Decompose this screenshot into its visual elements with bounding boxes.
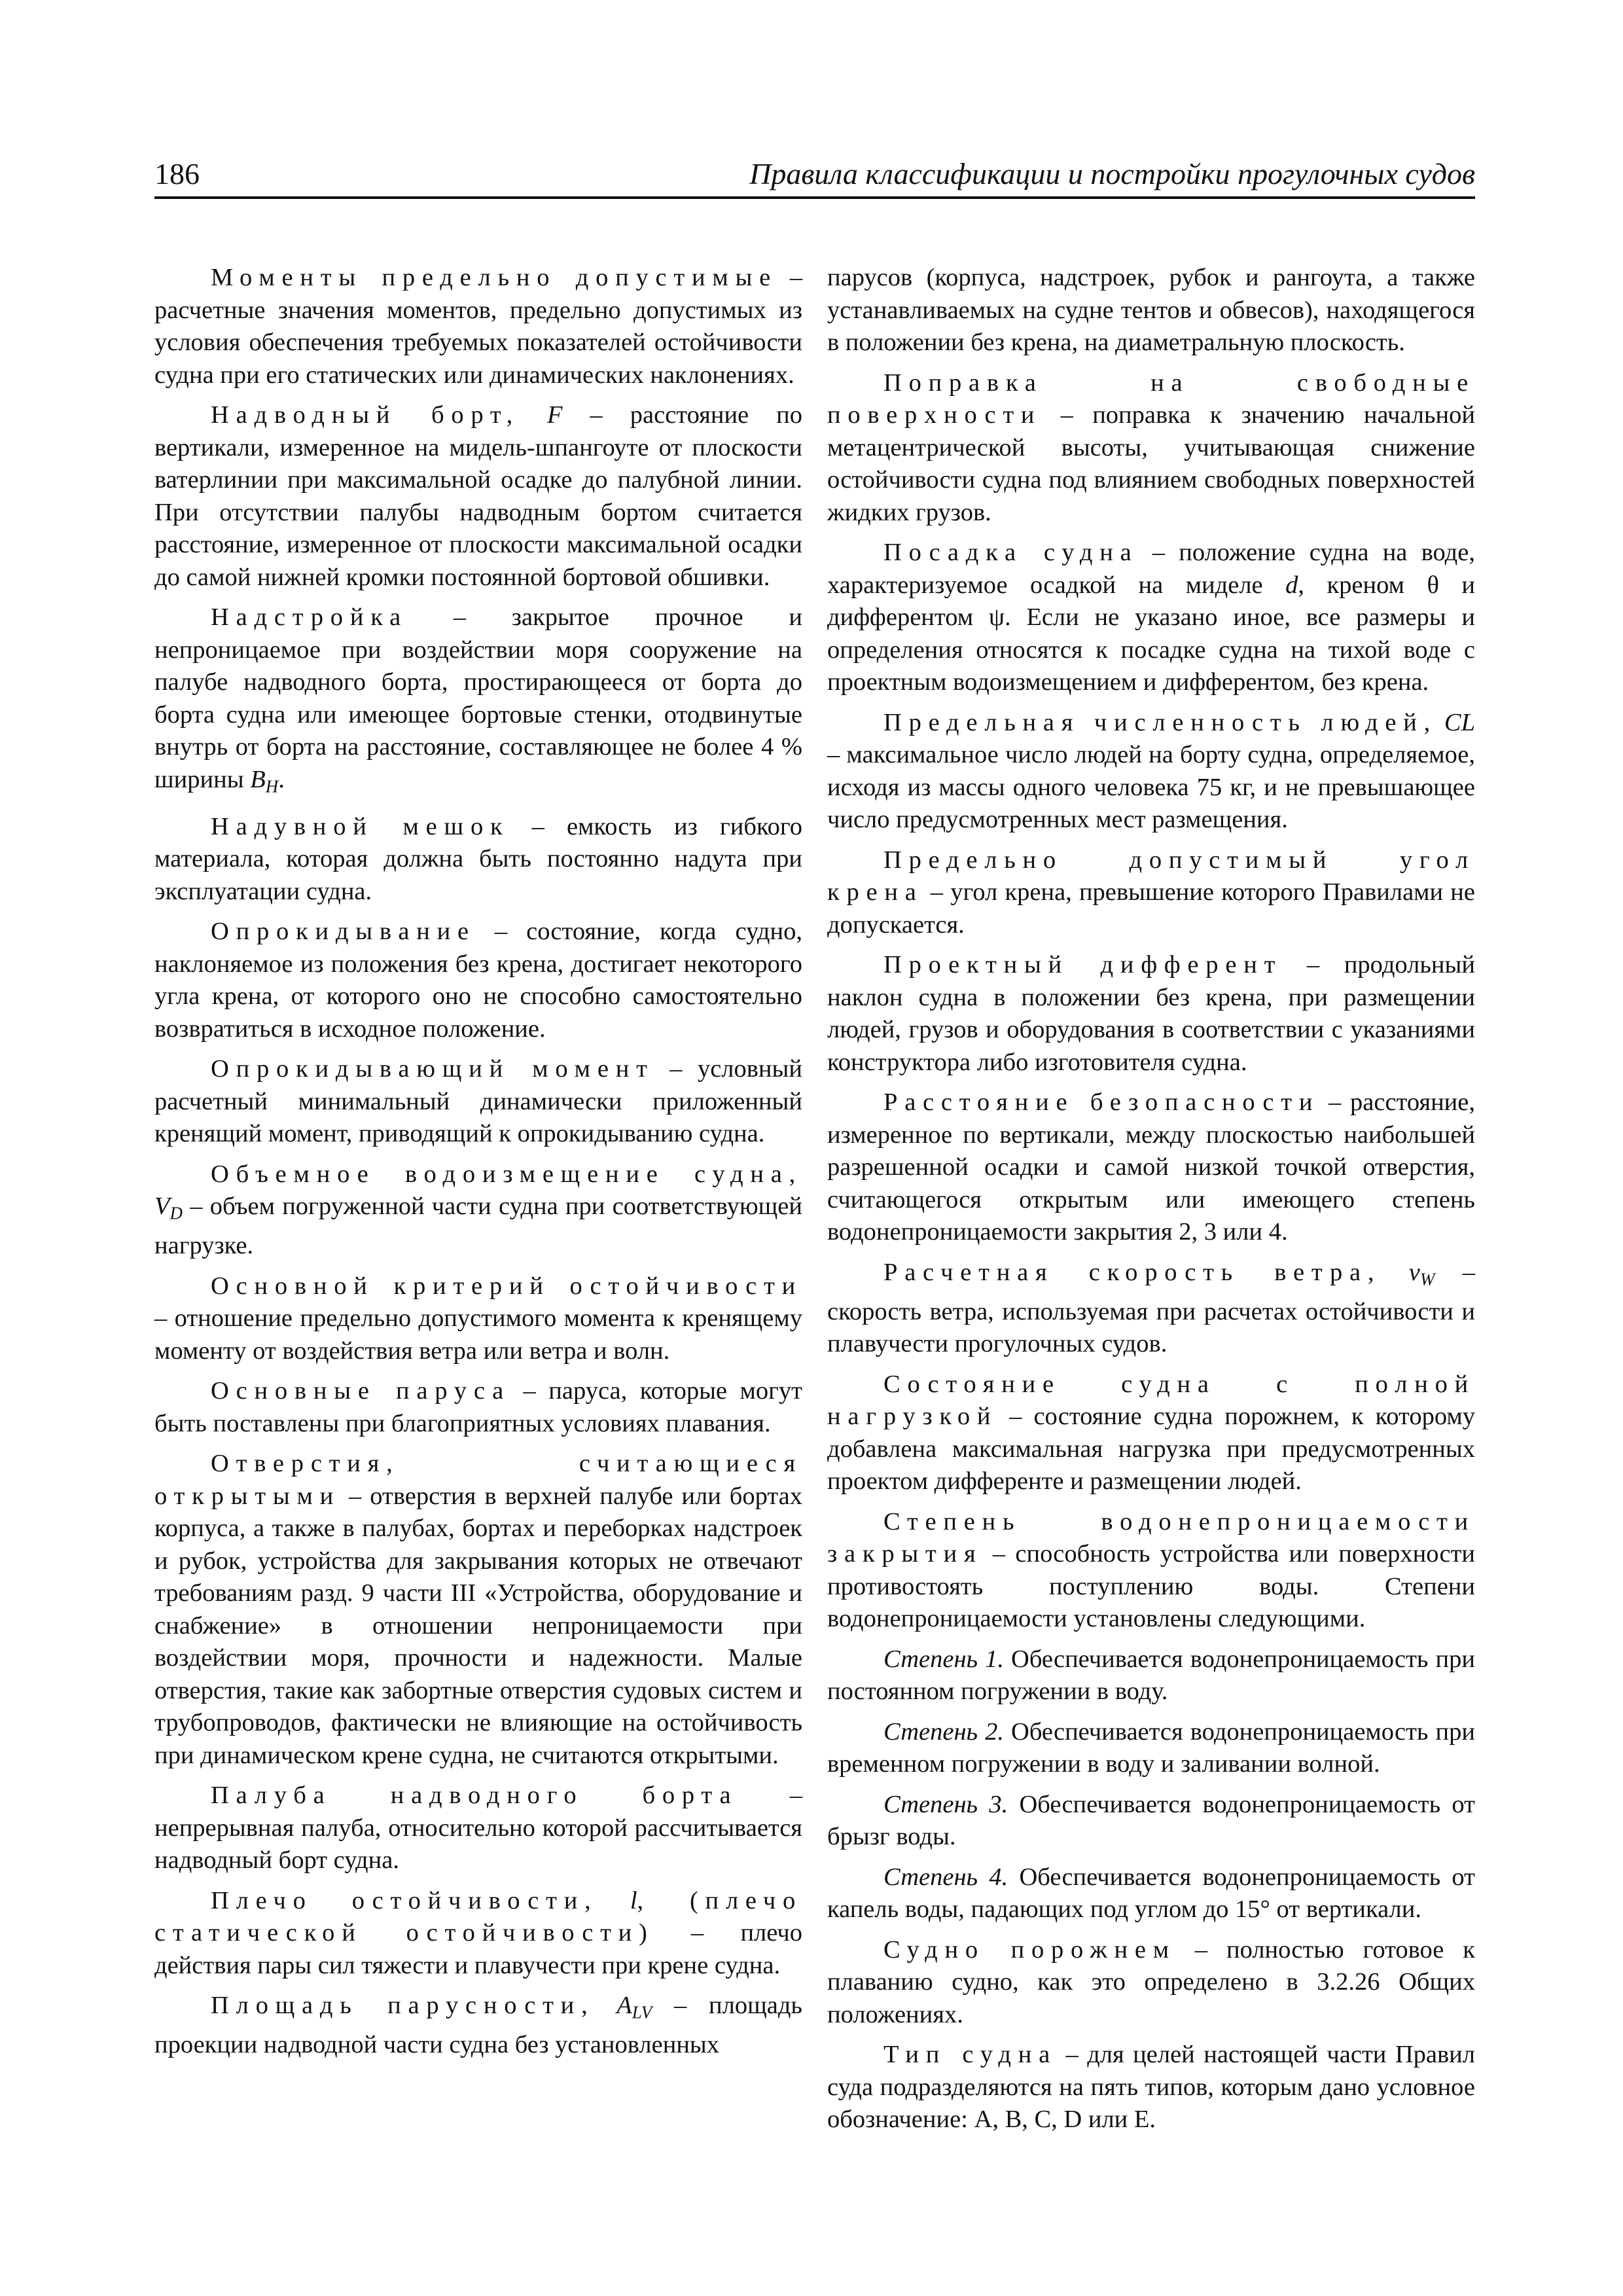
right-column [827,262,1475,2144]
entry-term: Основные паруса [211,1377,511,1405]
entry-term: Надувной мешок [211,812,510,840]
degree-entry [827,1789,1475,1854]
entry-symbol: CL [1444,708,1475,736]
definition-entry [154,811,802,908]
degree-definition: Обеспечивается водонепроницаемость при временном погружении в воду и заливании волной. [827,1717,1475,1778]
entry-definition: – непрерывная палуба, относительно которой рассчитывается надводный борт судна. [154,1782,802,1874]
entry-definition: – поправка к значению начальной метацентрической высоты, учитывающая снижение остойчивости судна под влиянием свободных поверхностей жидких грузов. [827,401,1475,526]
entry-symbol: d [1285,571,1298,599]
definition-entry [827,1257,1475,1361]
entry-term: Судно порожнем [883,1935,1176,1964]
entry-definition: – способность устройства или поверхности противостоять поступлению воды. Степени водонепроницаемости установлены следующими. [827,1540,1475,1633]
entry-definition-end: . [278,765,285,793]
entry-definition: – закрытое прочное и непроницаемое при воздействии моря сооружение на палубе надводного борта, простирающееся от борта до борта судна или имеющее бортовые стенки, отодвинутые внутрь от борта на расстояние, составляющее не более 4 % ширины [154,603,802,793]
entry-definition: – условный расчетный минимальный динамически приложенный кренящий момент, приводящий к опрокидыванию судна. [154,1055,802,1148]
entry-definition: – скорость ветра, используемая при расчетах остойчивости и плавучести прогулочных судов. [827,1258,1476,1358]
entry-term: Предельная численность людей, [883,708,1438,736]
entry-term: Отверстия, считающиеся открытыми [154,1450,802,1510]
definition-entry [154,399,802,594]
entry-term: Поправка на свободные поверхности [827,368,1475,429]
page-number: 186 [154,157,200,190]
definition-entry [827,367,1475,529]
entry-term: Тип судна [883,2041,1057,2069]
entry-term: Состояние судна с полной нагрузкой [827,1370,1475,1431]
definition-entry [827,707,1475,836]
degree-entry [827,1716,1475,1781]
entry-term: Проектный дифферент [883,951,1283,978]
degree-label: Степень 1. [883,1645,1004,1673]
entry-definition: – паруса, которые могут быть поставлены при благоприятных условиях плавания. [154,1377,803,1437]
entry-symbol: F [547,401,563,429]
definition-entry [827,537,1475,699]
entry-definition: – объем погруженной части судна при соответствующей нагрузке. [154,1193,802,1260]
entry-definition: – емкость из гибкого материала, которая должна быть постоянно надута при эксплуатации судна. [154,812,802,905]
entry-term: Степень водонепроницаемости закрытия [827,1507,1475,1568]
degree-label: Степень 3. [883,1790,1008,1818]
definition-entry [154,1780,802,1877]
entry-term: Основной критерий остойчивости [211,1272,802,1300]
entry-term: Опрокидывающий момент [211,1055,654,1083]
definition-entry [827,1934,1475,2032]
definition-entry [154,1885,802,1982]
page-header [154,156,1475,199]
degree-definition: Обеспечивается водонепроницаемость от капель воды, падающих под углом до 15° от вертикали. [827,1863,1475,1924]
definition-continuation [827,262,1475,359]
entry-term: Плечо остойчивости, [211,1886,598,1914]
entry-definition: – расстояние, измеренное по вертикали, между плоскостью наибольшей разрешенной осадки и самой низкой точкой отверстия, считающегося открытым или имеющего степень водонепроницаемости закрытия 2, 3 или 4. [827,1088,1475,1246]
entry-term: Расчетная скорость ветра, [883,1258,1382,1286]
entry-definition: – для целей настоящей части Правил суда подразделяются на пять типов, которым дано условное обозначение: A, B, C, D или E. [827,2041,1475,2134]
entry-definition: – отверстия в верхней палубе или бортах корпуса, а также в палубах, бортах и переборках надстроек и рубок, устройства для закрывания которых не отвечают требованиям разд. 9 части III «Устройства, оборудование и снабжение» в отношении непроницаемости при воздействии моря, прочности и надежности. Малые отверстия, такие как забортные отверстия судовых систем и трубопроводов, фактически не влияющие на остойчивость при динамическом крене судна, не считаются открытыми. [154,1482,802,1769]
definition-entry [827,2039,1475,2136]
entry-term: Площадь парусности, [211,1992,595,2020]
definition-entry [827,1369,1475,1498]
entry-symbol-subscript: H [265,776,279,797]
entry-symbol: A [616,1992,632,2020]
degree-entry [827,1861,1475,1926]
definition-entry [827,1506,1475,1636]
definition-entry [154,601,802,803]
entry-term: Надводный борт, [211,401,520,429]
definition-entry [154,1448,802,1772]
entry-definition: – состояние, когда судно, наклоняемое из положения без крена, достигает некоторого угла крена, от которого оно не способно самостоятельно возвратиться в исходное положение. [154,918,802,1043]
entry-term: Расстояние безопасности [883,1088,1320,1116]
entry-definition: парусов (корпуса, надстроек, рубок и рангоута, а также устанавливаемых на судне тентов и обвесов), находящегося в положении без крена, на диаметральную плоскость. [827,264,1475,356]
degree-definition: Обеспечивается водонепроницаемость от брызг воды. [827,1790,1475,1851]
entry-symbol: V [154,1193,170,1221]
entry-definition: – максимальное число людей на борту судна, определяемое, исходя из массы одного человека 75 кг, и не превышающее число предусмотренных мест размещения. [827,741,1475,833]
entry-definition: – расстояние по вертикали, измеренное на мидель-шпангоуте от плоскости ватерлинии при максимальной осадке до палубной линии. При отсутствии палубы надводным бортом считается расстояние, измеренное от плоскости максимальной осадки до самой нижней кромки постоянной бортовой обшивки. [154,401,802,591]
entry-term: Опрокидывание [211,918,476,946]
entry-term: Предельно допустимый угол крена [827,846,1475,906]
definition-entry [827,844,1475,942]
entry-term: Объемное водоизмещение судна, [211,1160,802,1188]
entry-term: Посадка судна [883,539,1139,566]
degree-label: Степень 4. [883,1863,1008,1891]
definition-entry [154,1158,802,1263]
entry-term: Палуба надводного борта [211,1782,738,1810]
definition-entry [154,1270,802,1368]
entry-definition: – положение судна на воде, характеризуемое осадкой на миделе [827,539,1475,599]
entry-definition: – полностью готовое к плаванию судно, как это определено в 3.2.26 Общих положениях. [827,1935,1475,2028]
definition-entry [154,1375,802,1440]
entry-definition: – расчетные значения моментов, предельно допустимых из условия обеспечения требуемых показателей остойчивости судна при его статических или динамических наклонениях. [154,264,802,389]
entry-definition: – отношение предельно допустимого момента к кренящему моменту от воздействия ветра или ветра и волн. [154,1304,802,1365]
entry-symbol-subscript: W [1419,1269,1435,1289]
entry-term-continued: , (плечо статической остойчивости) [154,1886,803,1947]
left-column [154,262,802,2070]
degree-entry [827,1643,1475,1708]
running-title: Правила классификации и постройки прогулочных судов [749,157,1475,190]
degree-definition: Обеспечивается водонепроницаемость при постоянном погружении в воду. [827,1645,1475,1706]
definition-entry [827,1086,1475,1249]
entry-definition: – площадь проекции надводной части судна без установленных [154,1992,802,2059]
entry-term: Надстройка [211,603,408,631]
entry-definition: – плечо действия пары сил тяжести и плавучести при крене судна. [154,1919,803,1979]
entry-symbol-subscript: D [169,1203,183,1223]
entry-definition: – продольный наклон судна в положении без крена, при размещении людей, грузов и оборудования в соответствии с указаниями конструктора либо изготовителя судна. [827,951,1475,1076]
definition-entry [154,1990,802,2062]
degree-label: Степень 2. [883,1717,1004,1746]
definition-entry [154,916,802,1045]
definition-entry [154,1053,802,1151]
entry-symbol: v [1408,1258,1420,1286]
entry-definition: – угол крена, превышение которого Правилами не допускается. [827,878,1475,939]
entry-symbol: B [250,765,266,793]
entry-symbol: l [630,1886,637,1914]
definition-entry [827,949,1475,1079]
entry-symbol-subscript: LV [632,2002,652,2022]
entry-definition-end: , креном θ и дифферентом ψ. Если не указано иное, все размеры и определения относятся к посадке судна на тихой воде с проектным водоизмещением и дифферентом, без крена. [827,571,1475,696]
definition-entry [154,262,802,391]
entry-term: Моменты предельно допустимые [211,264,778,291]
entry-definition: – состояние судна порожнем, к которому добавлена максимальная нагрузка при предусмотренных проектом дифференте и размещении людей. [827,1403,1475,1496]
